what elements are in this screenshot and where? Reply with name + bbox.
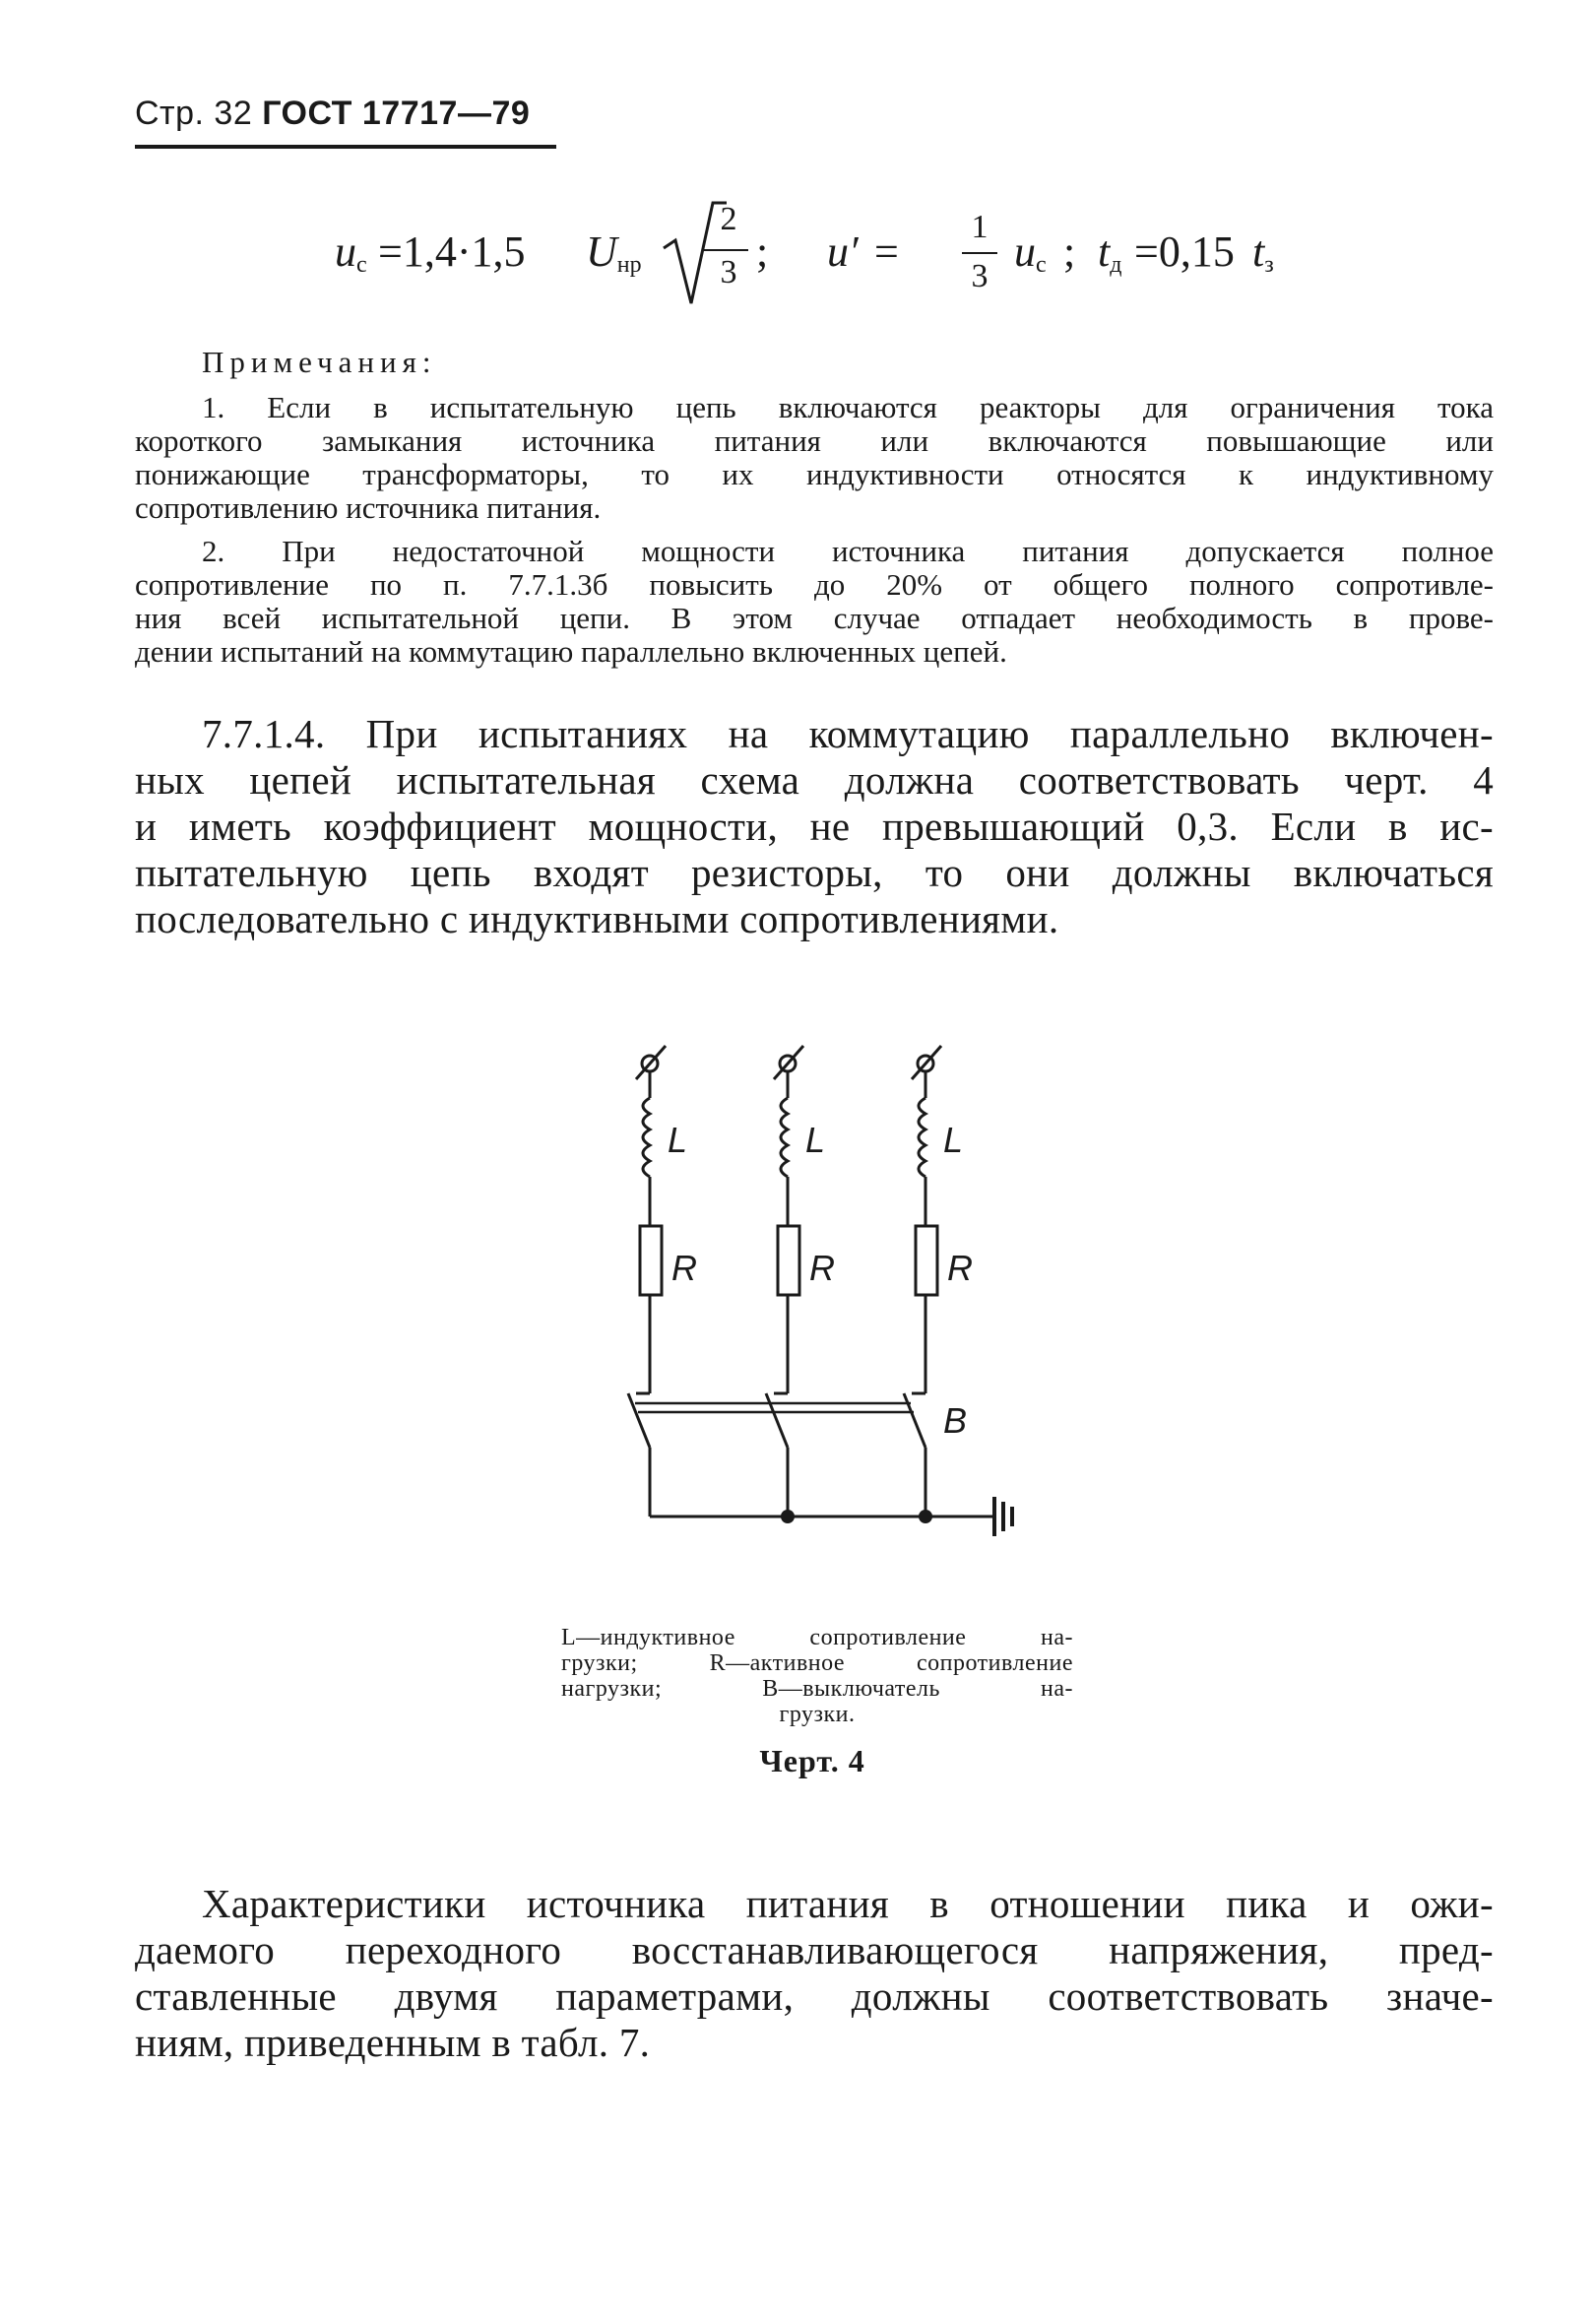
sqrt-numerator: 2 xyxy=(720,201,737,237)
clause-line: пытательную цепь входят резисторы, то они должны включаться xyxy=(135,850,1494,895)
page-header xyxy=(135,95,530,133)
clause-line: ных цепей испытательная схема должна соответствовать черт. 4 xyxy=(135,757,1494,803)
note2-line: сопротивление по п. 7.7.1.3б повысить до 20% от общего полного сопротивле- xyxy=(135,567,1494,602)
clause-line: последовательно с индуктивными сопротивлениями. xyxy=(135,896,1059,941)
closing-line: ставленные двумя параметрами, должны соответствовать значе- xyxy=(135,1973,1494,2019)
switch-blade-3 xyxy=(904,1393,925,1448)
label-L1: L xyxy=(668,1120,688,1160)
formula-tz: $t_з$ xyxy=(1252,227,1274,278)
phase-branch-2 xyxy=(766,1046,803,1517)
closing-line: ниям, приведенным в табл. 7. xyxy=(135,2020,651,2065)
formula-uc2: $u_с$ xyxy=(1014,227,1047,278)
caption-line: грузки. xyxy=(779,1702,856,1727)
formula-sep1: ; xyxy=(756,227,769,276)
phase-branch-3 xyxy=(904,1046,941,1517)
note1-line: понижающие трансформаторы, то их индуктивности относятся к индуктивному xyxy=(135,457,1494,491)
caption-line: L—индуктивное сопротивление на- xyxy=(561,1625,1073,1650)
formula-uprime: u′ xyxy=(827,227,859,276)
frac-numerator: 1 xyxy=(971,209,989,245)
label-L3: L xyxy=(943,1120,964,1160)
notes-title: Примечания: xyxy=(202,345,437,379)
inductor-1 xyxy=(643,1098,650,1177)
resistor-3 xyxy=(916,1226,937,1295)
circuit-diagram xyxy=(512,1024,1063,1576)
caption-line: нагрузки; B—выключатель на- xyxy=(561,1676,1073,1702)
fraction-bar xyxy=(962,252,997,254)
formula-coef: =1,4·1,5 xyxy=(378,227,526,276)
note1-line: 1. Если в испытательную цепь включаются реакторы для ограничения тока xyxy=(202,390,1494,424)
switch-blade-1 xyxy=(628,1393,650,1448)
note2-line: дении испытаний на коммутацию параллельно включенных цепей. xyxy=(135,634,1007,669)
frac-denominator: 3 xyxy=(971,258,989,294)
junction-dot-1 xyxy=(781,1510,795,1523)
sqrt-denominator: 3 xyxy=(720,254,737,290)
label-B: B xyxy=(943,1400,968,1441)
page-number: Стр. 32 xyxy=(135,95,253,132)
caption-line: грузки; R—активное сопротивление xyxy=(561,1650,1073,1676)
header-rule xyxy=(135,145,556,149)
note2-line: ния всей испытательной цепи. В этом случае отпадает необходимость в прове- xyxy=(135,601,1494,635)
resistor-2 xyxy=(778,1226,799,1295)
formula-sep2: ; xyxy=(1063,227,1076,276)
label-R3: R xyxy=(947,1248,973,1288)
closing-line: Характеристики источника питания в отношении пика и ожи- xyxy=(202,1881,1494,1926)
label-R1: R xyxy=(671,1248,697,1288)
formula-td: $t_д$ xyxy=(1098,227,1122,278)
formula xyxy=(335,197,1319,325)
formula-eq2: = xyxy=(874,227,899,276)
junction-dot-2 xyxy=(919,1510,932,1523)
clause-line: и иметь коэффициент мощности, не превышающий 0,3. Если в ис- xyxy=(135,804,1494,849)
formula-coef2: =0,15 xyxy=(1134,227,1235,276)
resistor-1 xyxy=(640,1226,662,1295)
sqrt-fraction-bar xyxy=(704,249,748,251)
closing-line: даемого переходного восстанавливающегося напряжения, пред- xyxy=(135,1927,1494,1972)
formula-uc: $u_с$ xyxy=(335,227,367,278)
inductor-2 xyxy=(781,1098,788,1177)
note2-line: 2. При недостаточной мощности источника питания допускается полное xyxy=(202,534,1494,568)
formula-U: $U_{нр}$ xyxy=(586,227,642,278)
label-R2: R xyxy=(809,1248,835,1288)
note1-line: сопротивлению источника питания. xyxy=(135,490,602,525)
clause-line: 7.7.1.4. При испытаниях на коммутацию параллельно включен- xyxy=(202,711,1494,756)
label-L2: L xyxy=(805,1120,826,1160)
note1-line: короткого замыкания источника питания или включаются повышающие или xyxy=(135,423,1494,458)
phase-branch-1 xyxy=(628,1046,666,1517)
standard-number: ГОСТ 17717—79 xyxy=(262,95,531,132)
inductor-3 xyxy=(919,1098,925,1177)
switch-blade-2 xyxy=(766,1393,788,1448)
figure-label: Черт. 4 xyxy=(759,1743,865,1778)
